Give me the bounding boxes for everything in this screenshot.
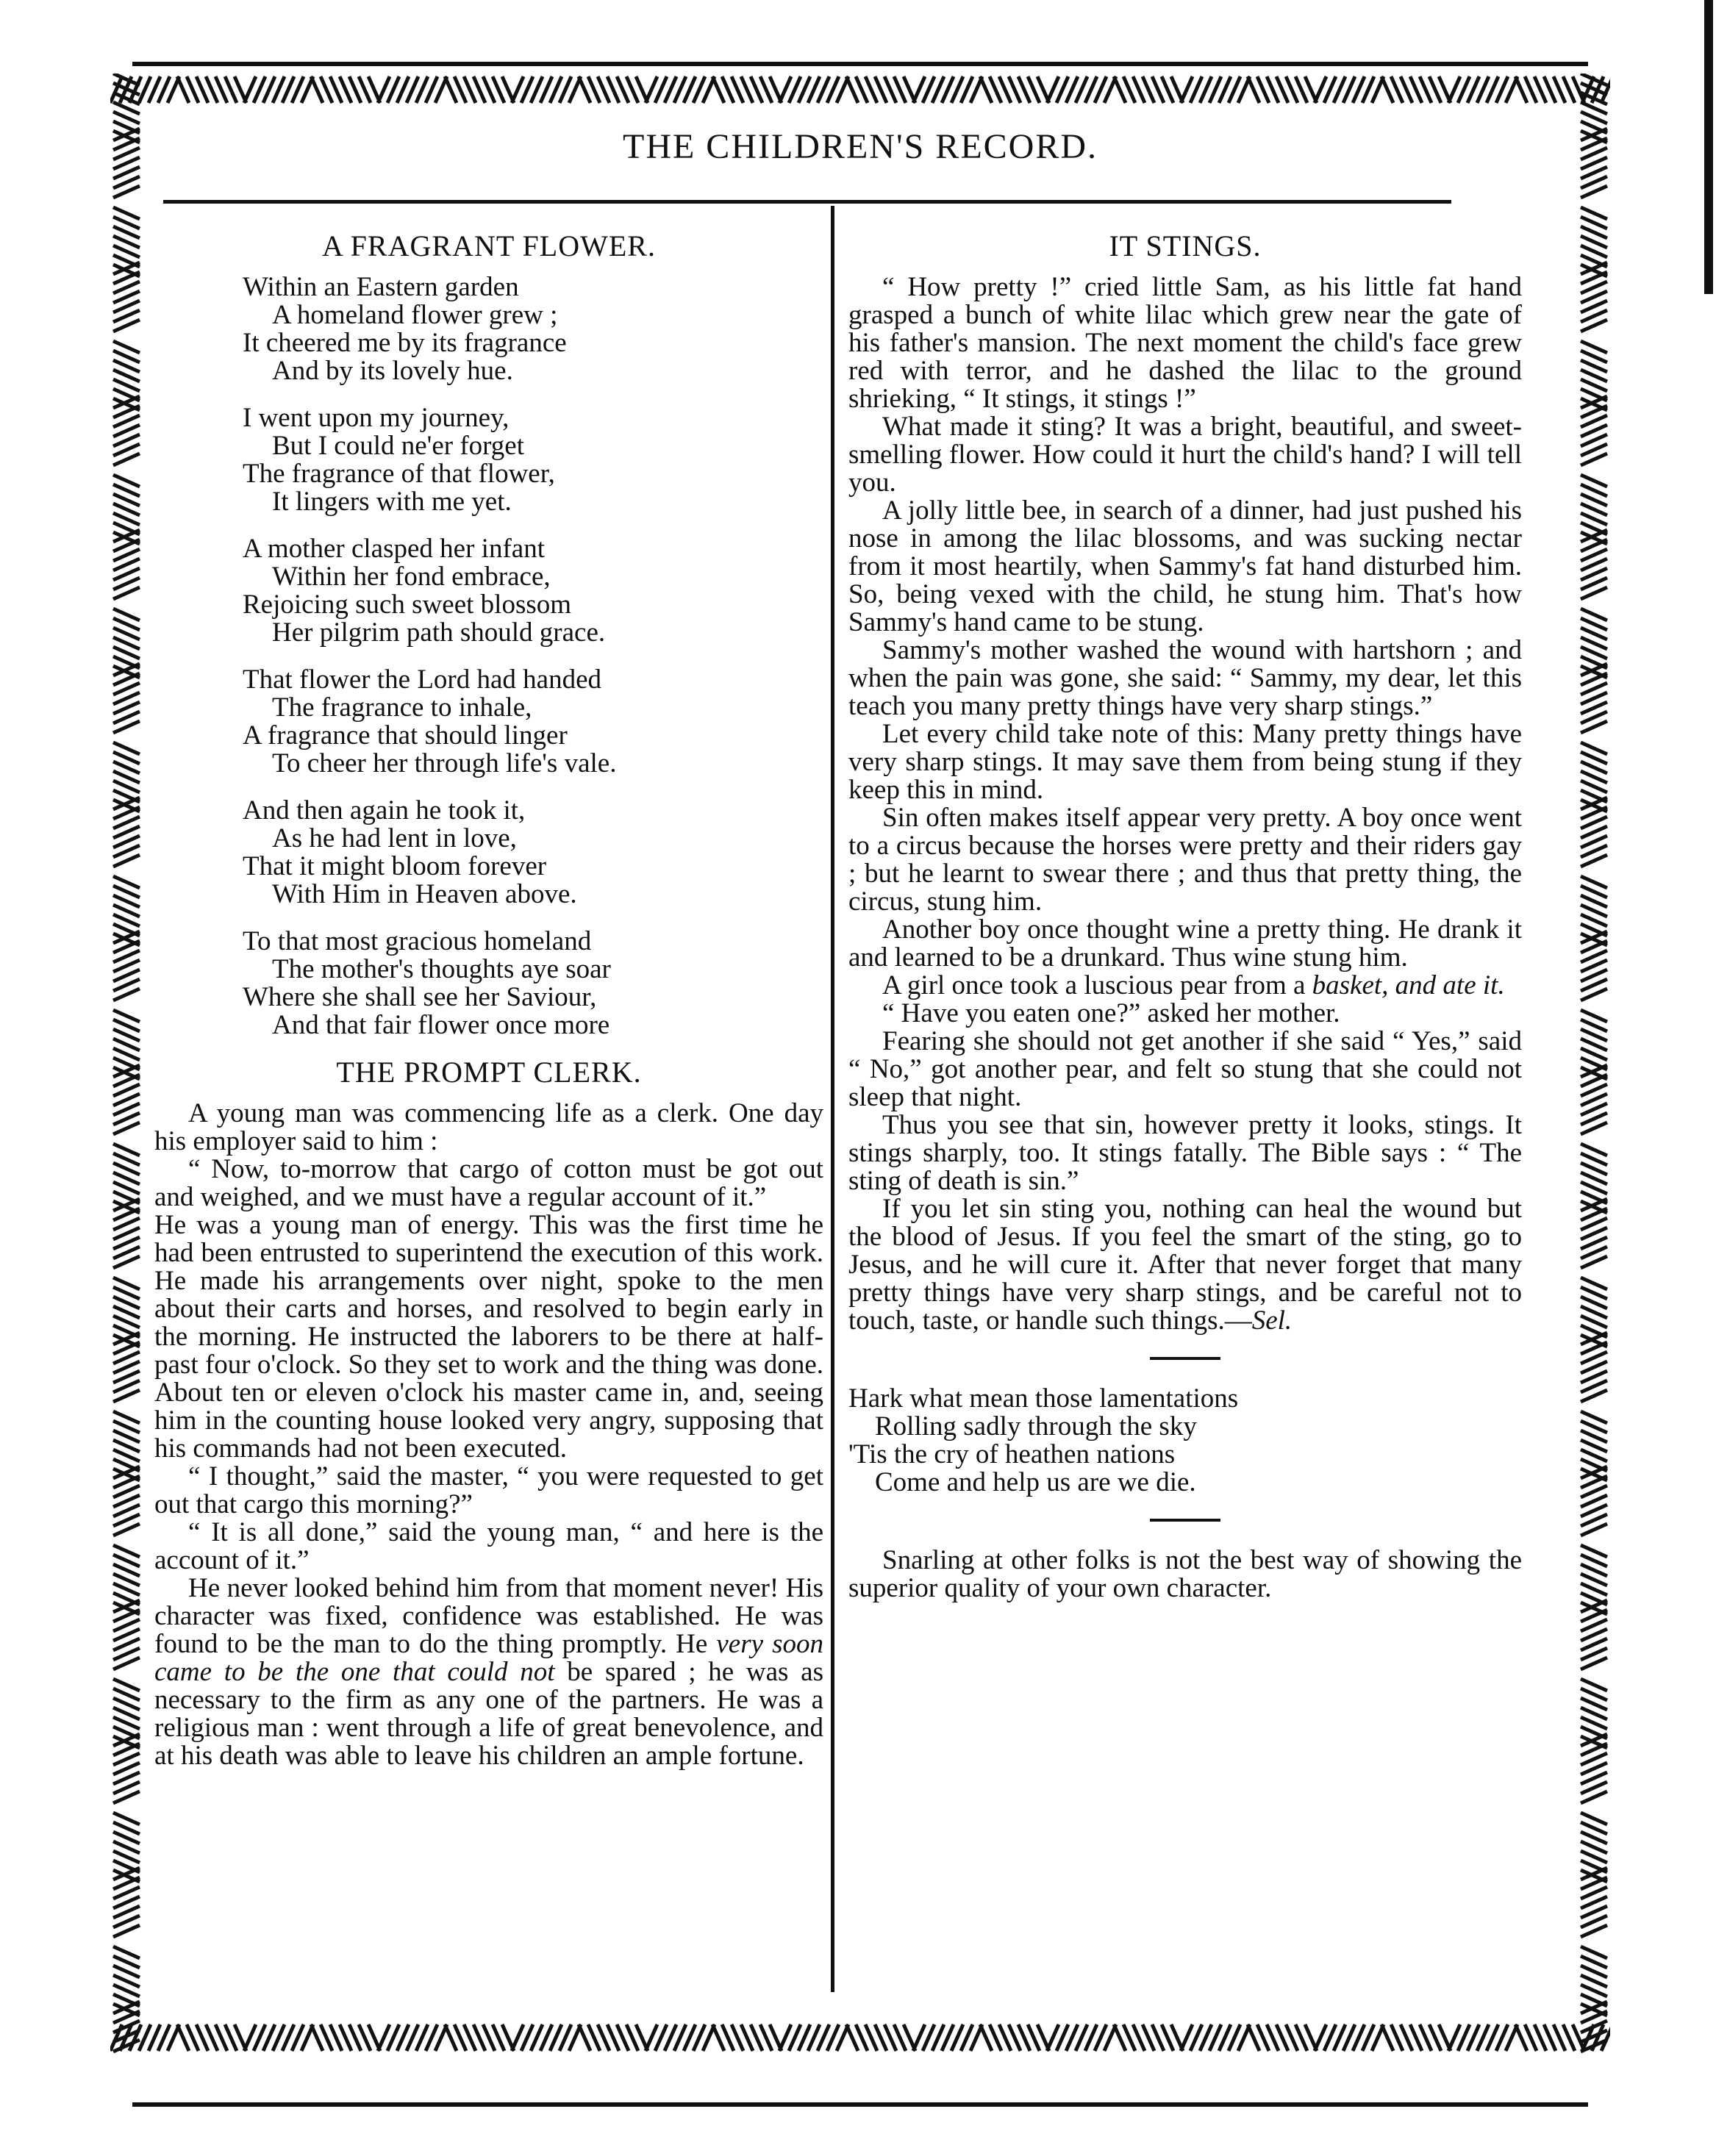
border-pattern (1578, 74, 1610, 2054)
poem-stanza (243, 273, 823, 385)
poem-line: The fragrance to inhale, (272, 692, 532, 723)
poem-line: And that fair flower once more (272, 1010, 610, 1040)
poem-line: Within her fond embrace, (272, 562, 551, 592)
left-column (154, 229, 823, 1771)
poem-stanza (243, 404, 823, 516)
poem-line: To that most gracious homeland (243, 926, 592, 956)
masthead-title: THE CHILDREN'S RECORD. (623, 127, 1098, 166)
poem-line: The mother's thoughts aye soar (272, 954, 611, 984)
poem-stanza (243, 797, 823, 909)
masthead-rule (163, 200, 1451, 204)
stings-paragraph (848, 1195, 1522, 1335)
bottom-rule (132, 2102, 1588, 2107)
right-column (848, 229, 1522, 1603)
stings-paragraph: Thus you see that sin, however pretty it looks, stings. It stings sharply, too. It stings fatally. The Bible says : “ The sting of death is sin.” (848, 1110, 1522, 1196)
verse-line: Hark what mean those lamentations (848, 1383, 1239, 1414)
decorative-border-left (110, 74, 143, 2054)
border-pattern (110, 2021, 1610, 2054)
poem-line: Where she shall see her Saviour, (243, 982, 597, 1012)
poem-line: A fragrance that should linger (243, 720, 568, 751)
poem-line: A homeland flower grew ; (272, 300, 558, 330)
poem-line: I went upon my journey, (243, 403, 510, 433)
section-separator (1150, 1357, 1220, 1360)
poem-line: Her pilgrim path should grace. (272, 617, 606, 648)
clerk-paragraph: A young man was commencing life as a clerk. One day his employer said to him : (154, 1098, 823, 1156)
stings-paragraph: Let every child take note of this: Many pretty things have very sharp stings. It may save them from being stung if they keep this in mind. (848, 719, 1522, 805)
stings-paragraph: Sin often makes itself appear very pretty. A boy once went to a circus because the horses were pretty and their riders gay ; but he learnt to swear there ; and thus that pretty thing, the circus, stung him. (848, 803, 1522, 917)
poem-stanza (243, 666, 823, 778)
stings-text: If you let sin sting you, nothing can heal the wound but the blood of Jesus. If you feel the smart of the sting, go to Jesus, and he will cure it. After that never forget that many pretty things have very sharp stings, and be careful not to touch, taste, or handle such things.— (848, 1194, 1522, 1336)
clerk-text: He never looked behind him from that moment never! His character was fixed, confidence was established. He was found to be the man to do the thing promptly. He (154, 1573, 823, 1659)
clerk-paragraph: “ It is all done,” said the young man, “ and here is the account of it.” (154, 1517, 823, 1575)
poem-line: That it might bloom forever (243, 851, 547, 881)
stings-title: IT STINGS. (1109, 229, 1262, 262)
clerk-title: THE PROMPT CLERK. (336, 1056, 642, 1089)
stings-paragraph: What made it sting? It was a bright, beautiful, and sweet-smelling flower. How could it hurt the child's hand? I will tell you. (848, 412, 1522, 498)
poem-title: A FRAGRANT FLOWER. (322, 229, 656, 262)
hymn-verse (848, 1385, 1522, 1497)
clerk-paragraph: He was a young man of energy. This was the first time he had been entrusted to superintend the execution of this work. He made his arrangements over night, spoke to the men about their carts and horses, and resolved to begin early in the morning. He instructed the laborers to be there at half-past four o'clock. So they set to work and the thing was done. About ten or eleven o'clock his master came in, and, seeing him in the counting house looked very angry, supposing that his commands had not been executed. (154, 1210, 823, 1464)
clerk-paragraph (154, 1575, 823, 1770)
stings-paragraph: Sammy's mother washed the wound with hartshorn ; and when the pain was gone, she said: “ Sammy, my dear, let this teach you many pretty things have very sharp stings.” (848, 635, 1522, 721)
snarling-note (848, 1547, 1522, 1602)
poem-line: That flower the Lord had handed (243, 665, 602, 695)
poem-line: With Him in Heaven above. (272, 879, 577, 909)
page-edge-mark (1704, 0, 1713, 294)
border-pattern (110, 74, 1610, 106)
poem-line: It lingers with me yet. (272, 487, 512, 517)
poem-line: To cheer her through life's vale. (272, 748, 617, 778)
poem-line: And by its lovely hue. (272, 356, 513, 386)
poem-stanza (243, 535, 823, 647)
clerk-italic-text: very soon came to be the one that could not (154, 1629, 823, 1687)
poem-line: But I could ne'er forget (272, 431, 524, 461)
verse-line: Come and help us are we die. (875, 1467, 1196, 1497)
stings-italic-text: Sel. (1251, 1306, 1293, 1336)
border-pattern (110, 74, 143, 2054)
stings-paragraph: “ How pretty !” cried little Sam, as his little fat hand grasped a bunch of white lilac which grew near the gate of his father's mansion. The next moment the child's face grew red with terror, and he dashed the lilac to the ground shrieking, “ It stings, it stings !” (848, 272, 1522, 414)
poem-line: It cheered me by its fragrance (243, 328, 567, 358)
column-divider (831, 206, 834, 1992)
stings-paragraph: Fearing she should not get another if she said “ Yes,” said “ No,” got another pear, and felt so stung that she could not sleep that night. (848, 1026, 1522, 1112)
snarling-paragraph: Snarling at other folks is not the best way of showing the superior quality of your own character. (848, 1545, 1522, 1603)
decorative-border-top (110, 74, 1610, 106)
verse-line: Rolling sadly through the sky (875, 1411, 1197, 1441)
clerk-text: be spared ; he was as necessary to the firm as any one of the partners. He was a religious man : went through a life of great benevolence, and at his death was able to leave his children an ample fortune. (154, 1657, 823, 1771)
section-separator (1150, 1519, 1220, 1522)
clerk-paragraph: “ I thought,” said the master, “ you were requested to get out that cargo this morning?” (154, 1461, 823, 1519)
poem (243, 273, 823, 1039)
poem-line: And then again he took it, (243, 795, 526, 825)
clerk-paragraph: “ Now, to-morrow that cargo of cotton must be got out and weighed, and we must have a regular account of it.” (154, 1154, 823, 1212)
stings-paragraph (848, 972, 1522, 1000)
poem-line: As he had lent in love, (272, 823, 517, 853)
verse-line: 'Tis the cry of heathen nations (848, 1439, 1176, 1469)
decorative-border-right (1578, 74, 1610, 2054)
stings-paragraph: A jolly little bee, in search of a dinner, had just pushed his nose in among the lilac blossoms, and was sucking nectar from it most heartily, when Sammy's fat hand disturbed him. So, being vexed with the child, he stung him. That's how Sammy's hand came to be stung. (848, 495, 1522, 637)
poem-line: The fragrance of that flower, (243, 459, 555, 489)
stings-article (848, 273, 1522, 1335)
poem-line: Rejoicing such sweet blossom (243, 590, 572, 620)
stings-italic-text: basket, and ate it. (1312, 970, 1505, 1000)
poem-line: A mother clasped her infant (243, 534, 545, 564)
stings-text: A girl once took a luscious pear from a (882, 970, 1306, 1000)
poem-stanza (243, 928, 823, 1039)
clerk-article (154, 1100, 823, 1770)
decorative-border-bottom (110, 2021, 1610, 2054)
poem-line: Within an Eastern garden (243, 272, 519, 302)
stings-paragraph: Another boy once thought wine a pretty thing. He drank it and learned to be a drunkard. Thus wine stung him. (848, 914, 1522, 973)
stings-paragraph: “ Have you eaten one?” asked her mother. (882, 998, 1340, 1028)
top-rule (132, 62, 1588, 66)
